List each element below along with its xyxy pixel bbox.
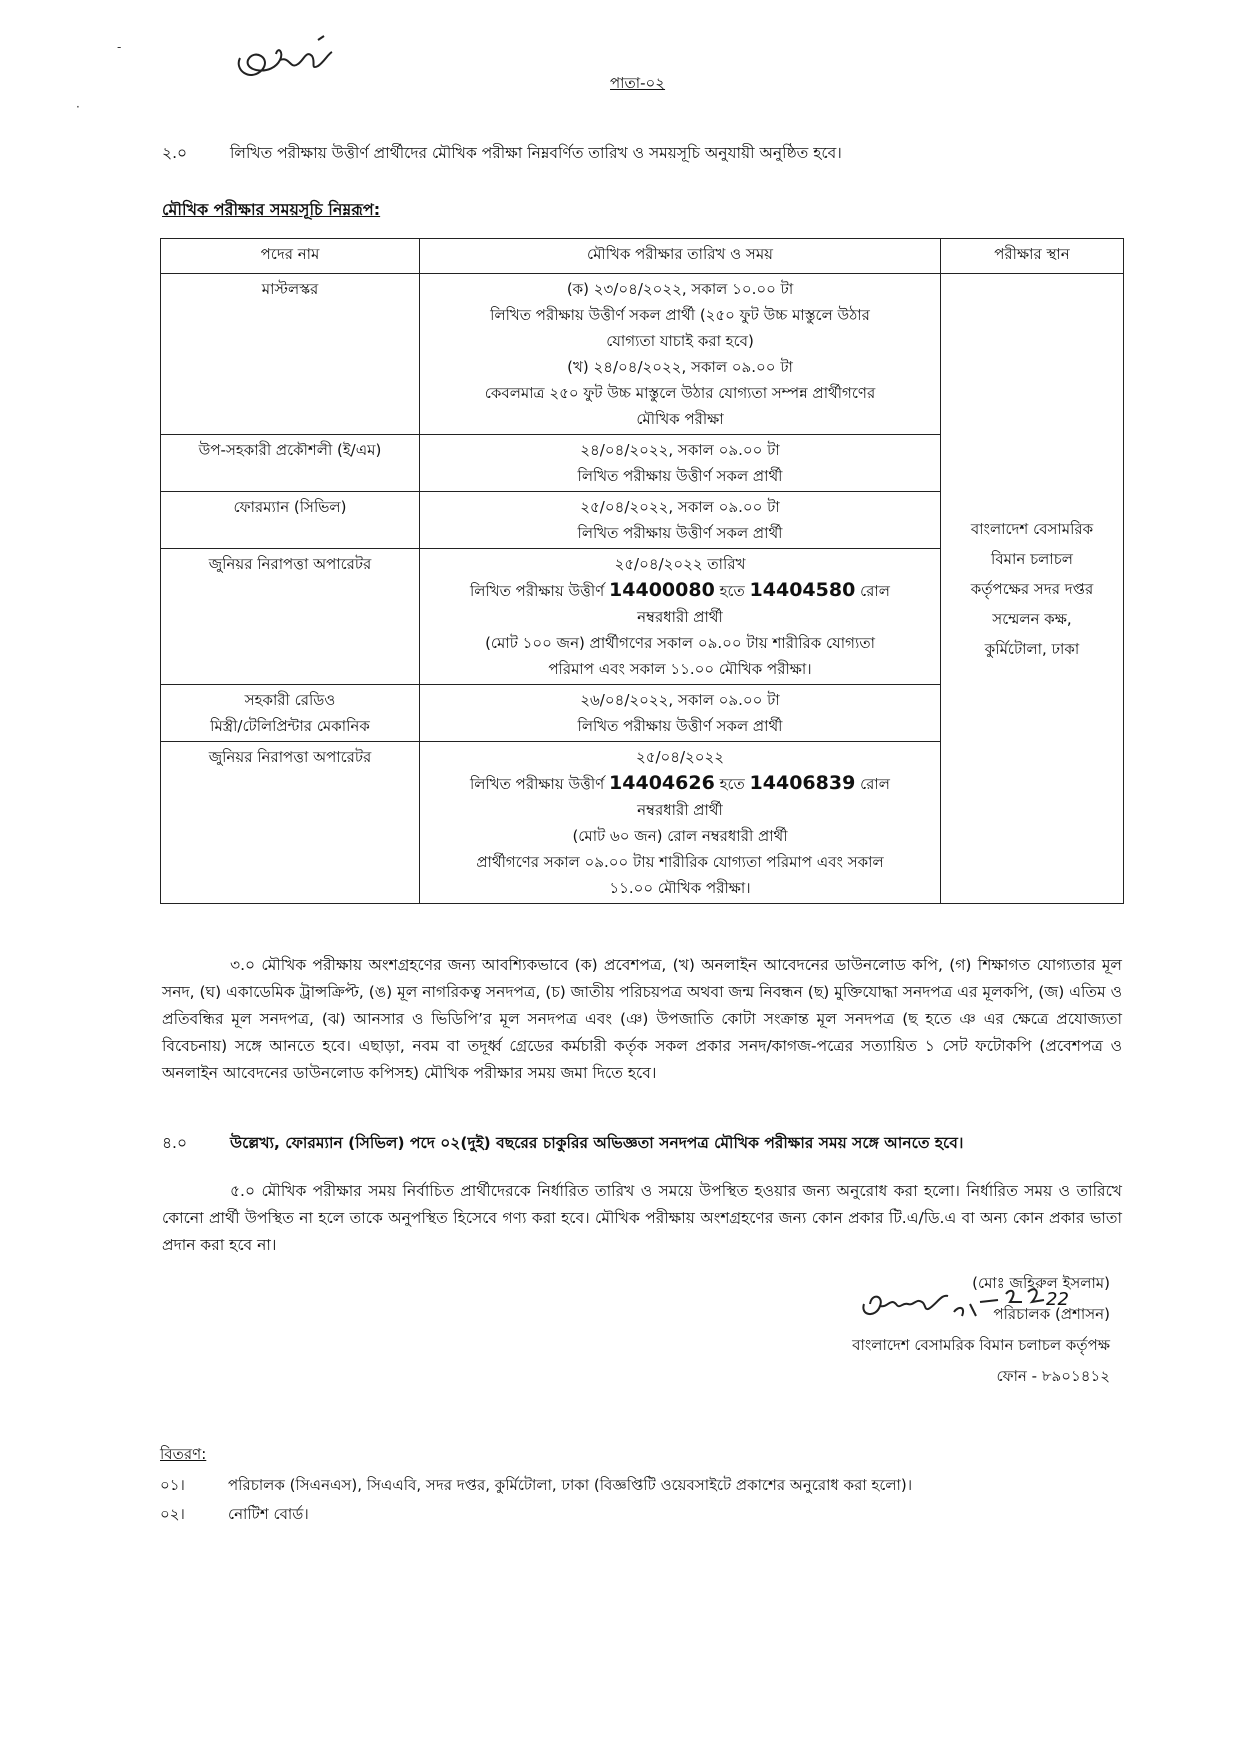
paragraph-3 — [162, 952, 1122, 1087]
schedule-cell — [420, 274, 941, 435]
venue-line: বিমান চলাচল — [991, 549, 1073, 568]
schedule-line: লিখিত পরীক্ষায় উত্তীর্ণ সকল প্রার্থী — [577, 467, 783, 485]
post-name: ফোরম্যান (সিভিল) — [161, 492, 420, 549]
roll-prefix: লিখিত পরীক্ষায় উত্তীর্ণ — [470, 582, 605, 600]
schedule-line: মৌখিক পরীক্ষা — [636, 410, 724, 428]
schedule-line: নম্বরধারী প্রার্থী — [637, 801, 723, 819]
schedule-cell — [420, 549, 941, 685]
signatory-organization: বাংলাদেশ বেসামরিক বিমান চলাচল কর্তৃপক্ষ — [852, 1336, 1110, 1354]
post-name: জুনিয়র নিরাপত্তা অপারেটর — [161, 742, 420, 904]
post-name-line: মিস্ত্রী/টেলিপ্রিন্টার মেকানিক — [210, 717, 370, 735]
roll-to: 14404580 — [749, 579, 856, 601]
distribution-item — [160, 1503, 309, 1528]
distribution-number: ০২। — [160, 1505, 185, 1523]
schedule-line: (মোট ৬০ জন) রোল নম্বরধারী প্রার্থী — [572, 827, 788, 845]
header-post: পদের নাম — [161, 239, 420, 274]
roll-to: 14406839 — [749, 772, 856, 794]
paragraph-2 — [162, 140, 1122, 167]
roll-prefix: লিখিত পরীক্ষায় উত্তীর্ণ — [470, 775, 605, 793]
distribution-item — [160, 1474, 912, 1499]
schedule-line: লিখিত পরীক্ষায় উত্তীর্ণ সকল প্রার্থী (২৫০ ফুট উচ্চ মাস্তুলে উঠার — [490, 306, 870, 324]
post-name: উপ-সহকারী প্রকৌশলী (ই/এম) — [161, 435, 420, 492]
post-name — [161, 685, 420, 742]
post-name-line: সহকারী রেডিও — [244, 691, 336, 709]
top-signature-scribble — [232, 30, 342, 90]
schedule-line: প্রার্থীগণের সকাল ০৯.০০ টায় শারীরিক যোগ্যতা পরিমাপ এবং সকাল — [476, 853, 884, 871]
schedule-line: (খ) ২৪/০৪/২০২২, সকাল ০৯.০০ টা — [567, 358, 793, 376]
paragraph-text: মৌখিক পরীক্ষার সময় নির্বাচিত প্রার্থীদেরকে নির্ধারিত তারিখ ও সময়ে উপস্থিত হওয়ার জন্য অনুরোধ করা হলো। নির্ধারিত সময় ও তারিখে কোনো প্রার্থী উপস্থিত না হলে তাকে অনুপস্থিত হিসেবে গণ্য করা হবে। মৌখিক পরীক্ষায় অংশগ্রহণের জন্য কোন প্রকার টি.এ/ডি.এ বা অন্য কোন প্রকার ভাতা প্রদান করা হবে না। — [162, 1182, 1122, 1254]
scan-mark: · — [76, 100, 80, 114]
roll-mid: হতে — [719, 582, 745, 600]
distribution-title: বিতরণ: — [160, 1445, 207, 1463]
venue-line: কর্তৃপক্ষের সদর দপ্তর — [970, 579, 1094, 598]
schedule-line: ২৪/০৪/২০২২, সকাল ০৯.০০ টা — [580, 441, 780, 459]
schedule-cell — [420, 492, 941, 549]
page-number: পাতা-০২ — [610, 74, 666, 92]
schedule-line: ১১.০০ মৌখিক পরীক্ষা। — [609, 879, 751, 897]
schedule-line: লিখিত পরীক্ষায় উত্তীর্ণ সকল প্রার্থী — [577, 524, 783, 542]
schedule-cell — [420, 685, 941, 742]
distribution-number: ০১। — [160, 1476, 185, 1494]
schedule-cell — [420, 742, 941, 904]
post-name: জুনিয়র নিরাপত্তা অপারেটর — [161, 549, 420, 685]
paragraph-number: ৪.০ — [162, 1134, 188, 1152]
paragraph-text: লিখিত পরীক্ষায় উত্তীর্ণ প্রার্থীদের মৌখিক পরীক্ষা নিম্নবর্ণিত তারিখ ও সময়সূচি অনুযায়ী অনুষ্ঠিত হবে। — [230, 144, 842, 162]
schedule-cell — [420, 435, 941, 492]
handwritten-date: 22 — [1046, 1289, 1069, 1310]
header-schedule: মৌখিক পরীক্ষার তারিখ ও সময় — [420, 239, 941, 274]
schedule-line: যোগ্যতা যাচাই করা হবে) — [606, 332, 754, 350]
viva-schedule-table — [160, 238, 1124, 904]
paragraph-number: ৩.০ — [230, 956, 256, 974]
roll-suffix: রোল — [860, 775, 890, 793]
roll-suffix: রোল — [860, 582, 890, 600]
paragraph-number: ২.০ — [162, 144, 188, 162]
scan-mark: - — [117, 40, 122, 54]
paragraph-number: ৫.০ — [230, 1182, 256, 1200]
distribution-text: পরিচালক (সিএনএস), সিএএবি, সদর দপ্তর, কুর্মিটোলা, ঢাকা (বিজ্ঞপ্তিটি ওয়েবসাইটে প্রকাশের অনুরোধ করা হলো)। — [228, 1476, 913, 1494]
header-venue: পরীক্ষার স্থান — [941, 239, 1124, 274]
schedule-line: ২৫/০৪/২০২২, সকাল ০৯.০০ টা — [580, 498, 780, 516]
roll-range-line — [426, 770, 934, 797]
schedule-line: (ক) ২৩/০৪/২০২২, সকাল ১০.০০ টা — [566, 280, 794, 298]
paragraph-text: উল্লেখ্য, ফোরম্যান (সিভিল) পদে ০২(দুই) বছরের চাকুরির অভিজ্ঞতা সনদপত্র মৌখিক পরীক্ষার সময় সঙ্গে আনতে হবে। — [230, 1134, 964, 1152]
schedule-line: ২৫/০৪/২০২২ তারিখ — [614, 555, 746, 573]
distribution-text: নোটিশ বোর্ড। — [228, 1505, 309, 1523]
roll-mid: হতে — [719, 775, 745, 793]
signatory-designation: পরিচালক (প্রশাসন) — [993, 1305, 1110, 1323]
venue-line: সম্মেলন কক্ষ, — [992, 609, 1072, 628]
signatory-name: (মোঃ জহিরুল ইসলাম) — [972, 1274, 1110, 1292]
paragraph-5 — [162, 1178, 1122, 1259]
roll-from: 14404626 — [609, 772, 715, 794]
table-header-row — [161, 239, 1124, 274]
table-row — [161, 274, 1124, 435]
signatory-phone: ফোন - ৮৯০১৪১২ — [996, 1367, 1110, 1385]
venue-line: বাংলাদেশ বেসামরিক — [970, 519, 1094, 538]
schedule-line: পরিমাপ এবং সকাল ১১.০০ মৌখিক পরীক্ষা। — [548, 660, 812, 678]
signature-block — [690, 1268, 1110, 1392]
schedule-line: কেবলমাত্র ২৫০ ফুট উচ্চ মাস্তুলে উঠার যোগ্যতা সম্পন্ন প্রার্থীগণের — [484, 384, 876, 402]
schedule-title: মৌখিক পরীক্ষার সময়সূচি নিম্নরূপ: — [162, 200, 381, 219]
schedule-line: লিখিত পরীক্ষায় উত্তীর্ণ সকল প্রার্থী — [577, 717, 783, 735]
schedule-line: নম্বরধারী প্রার্থী — [637, 608, 723, 626]
venue-line: কুর্মিটোলা, ঢাকা — [984, 639, 1080, 658]
post-name: মাস্টলস্কর — [161, 274, 420, 435]
roll-range-line — [426, 577, 934, 604]
schedule-line: (মোট ১০০ জন) প্রার্থীগণের সকাল ০৯.০০ টায় শারীরিক যোগ্যতা — [485, 634, 875, 652]
venue-cell — [941, 274, 1124, 904]
paragraph-4 — [162, 1130, 1122, 1157]
schedule-line: ২৫/০৪/২০২২ — [635, 748, 725, 766]
schedule-line: ২৬/০৪/২০২২, সকাল ০৯.০০ টা — [580, 691, 780, 709]
roll-from: 14400080 — [609, 579, 715, 601]
paragraph-text: মৌখিক পরীক্ষায় অংশগ্রহণের জন্য আবশ্যিকভাবে (ক) প্রবেশপত্র, (খ) অনলাইন আবেদনের ডাউনলোড কপি, (গ) শিক্ষাগত যোগ্যতার মূল সনদ, (ঘ) একাডেমিক ট্রান্সক্রিপ্ট, (ঙ) মূল নাগরিকত্ব সনদপত্র, (চ) জাতীয় পরিচয়পত্র অথবা জন্ম নিবন্ধন (ছ) মুক্তিযোদ্ধা সনদপত্র এর মূলকপি, (জ) এতিম ও প্রতিবন্ধির মূল সনদপত্র, (ঝ) আনসার ও ভিডিপি’র মূল সনদপত্র এবং (ঞ) উপজাতি কোটা সংক্রান্ত মূল সনদপত্র (ছ হতে ঞ এর ক্ষেত্রে প্রযোজ্যতা বিবেচনায়) সঙ্গে আনতে হবে। এছাড়া, নবম বা তদূর্ধ্ব গ্রেডের কর্মচারী কর্তৃক সকল প্রকার সনদ/কাগজ-পত্রের সত্যায়িত ১ সেট ফটোকপি (প্রবেশপত্র ও অনলাইন আবেদনের ডাউনলোড কপিসহ) মৌখিক পরীক্ষার সময় জমা দিতে হবে। — [162, 956, 1122, 1082]
